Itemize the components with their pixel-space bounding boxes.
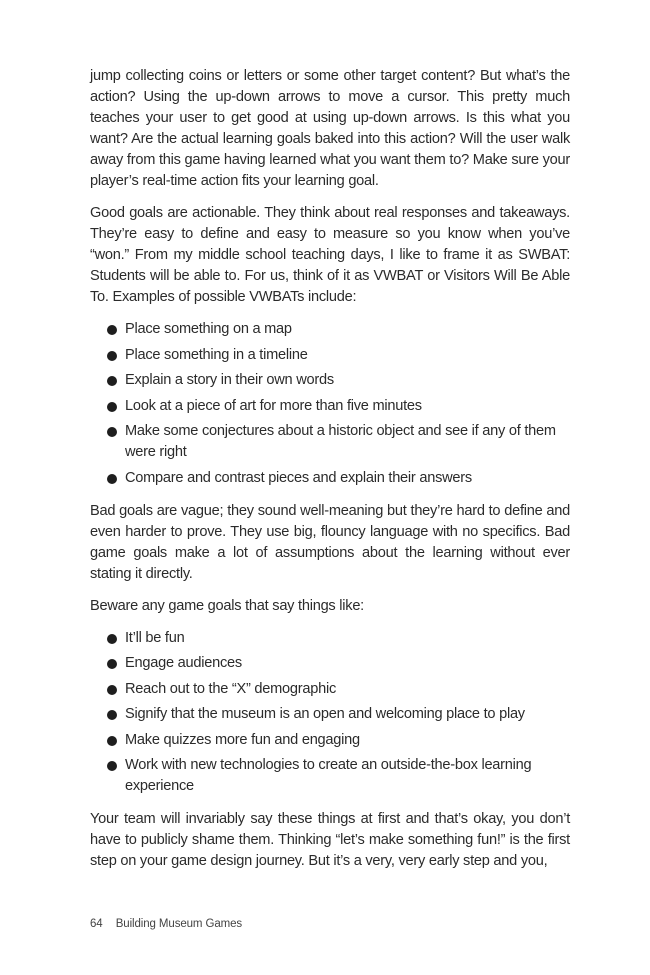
list-item [90,730,570,751]
bullet-icon [107,761,117,771]
bullet-icon [107,427,117,437]
list-item-text: It’ll be fun [125,629,185,646]
bullet-icon [107,634,117,644]
list-item [90,421,570,463]
list-item [90,396,570,417]
list-item [90,370,570,391]
list-item-text: Make some conjectures about a historic object and see if any of them were right [125,423,556,460]
list-item [90,704,570,725]
bullet-icon [107,659,117,669]
paragraph-intro: jump collecting coins or letters or some other target content? But what’s the action? Using the up-down arrows to move a cursor. This pretty much teaches your user to get good at using up-down arrows. Is this what you want? Are the actual learning goals baked into this action? Will the user walk away from this game having learned what you want them to? Make sure your player’s real-time action fits your learning goal. [90,68,570,189]
list-item [90,345,570,366]
list-item [90,628,570,649]
bullet-icon [107,685,117,695]
list-item-text: Place something on a map [125,321,292,337]
paragraph-beware: Beware any game goals that say things like: [90,597,364,614]
list-item-text: Place something in a timeline [125,346,308,363]
paragraph-bad-goals: Bad goals are vague; they sound well-meaning but they’re hard to define and even harder to prove. They use big, flouncy language with no specifics. Bad game goals make a lot of assumptions about the learning without ever stating it directly. [90,502,570,582]
list-item [90,679,570,700]
list-item-text: Look at a piece of art for more than five minutes [125,397,422,414]
good-goals-list [90,319,570,489]
bullet-icon [107,710,117,720]
list-item-text: Signify that the museum is an open and welcoming place to play [125,706,525,722]
bullet-icon [107,402,117,412]
page-body [90,66,570,883]
list-item [90,653,570,674]
list-item [90,468,570,489]
bullet-icon [107,736,117,746]
list-item [90,319,570,340]
paragraph-closing: Your team will invariably say these things at first and that’s okay, you don’t have to publicly shame them. Thinking “let’s make something fun!” is the first step on your game design journey. But it’s a very, very early step and you, [90,811,570,869]
list-item-text: Reach out to the “X” demographic [125,680,337,697]
running-title: Building Museum Games [115,918,243,930]
list-item-text: Make quizzes more fun and engaging [125,731,360,748]
list-item-text: Work with new technologies to create an outside-the-box learning experience [125,757,532,794]
bullet-icon [107,351,117,361]
page-footer [90,918,242,930]
paragraph-good-goals: Good goals are actionable. They think about real responses and takeaways. They’re easy to define and easy to measure so you know when you’ve “won.” From my middle school teaching days, I like to frame it as SWBAT: Students will be able to. For us, think of it as VWBAT or Visitors Will Be Able To. Examples of possible VWBATs include: [90,205,570,305]
bullet-icon [107,474,117,484]
bullet-icon [107,376,117,386]
page-number: 64 [90,918,103,930]
bullet-icon [107,325,117,335]
bad-goals-list [90,628,570,798]
list-item-text: Engage audiences [125,655,242,671]
list-item [90,755,570,797]
list-item-text: Compare and contrast pieces and explain their answers [125,469,472,486]
list-item-text: Explain a story in their own words [125,372,334,388]
